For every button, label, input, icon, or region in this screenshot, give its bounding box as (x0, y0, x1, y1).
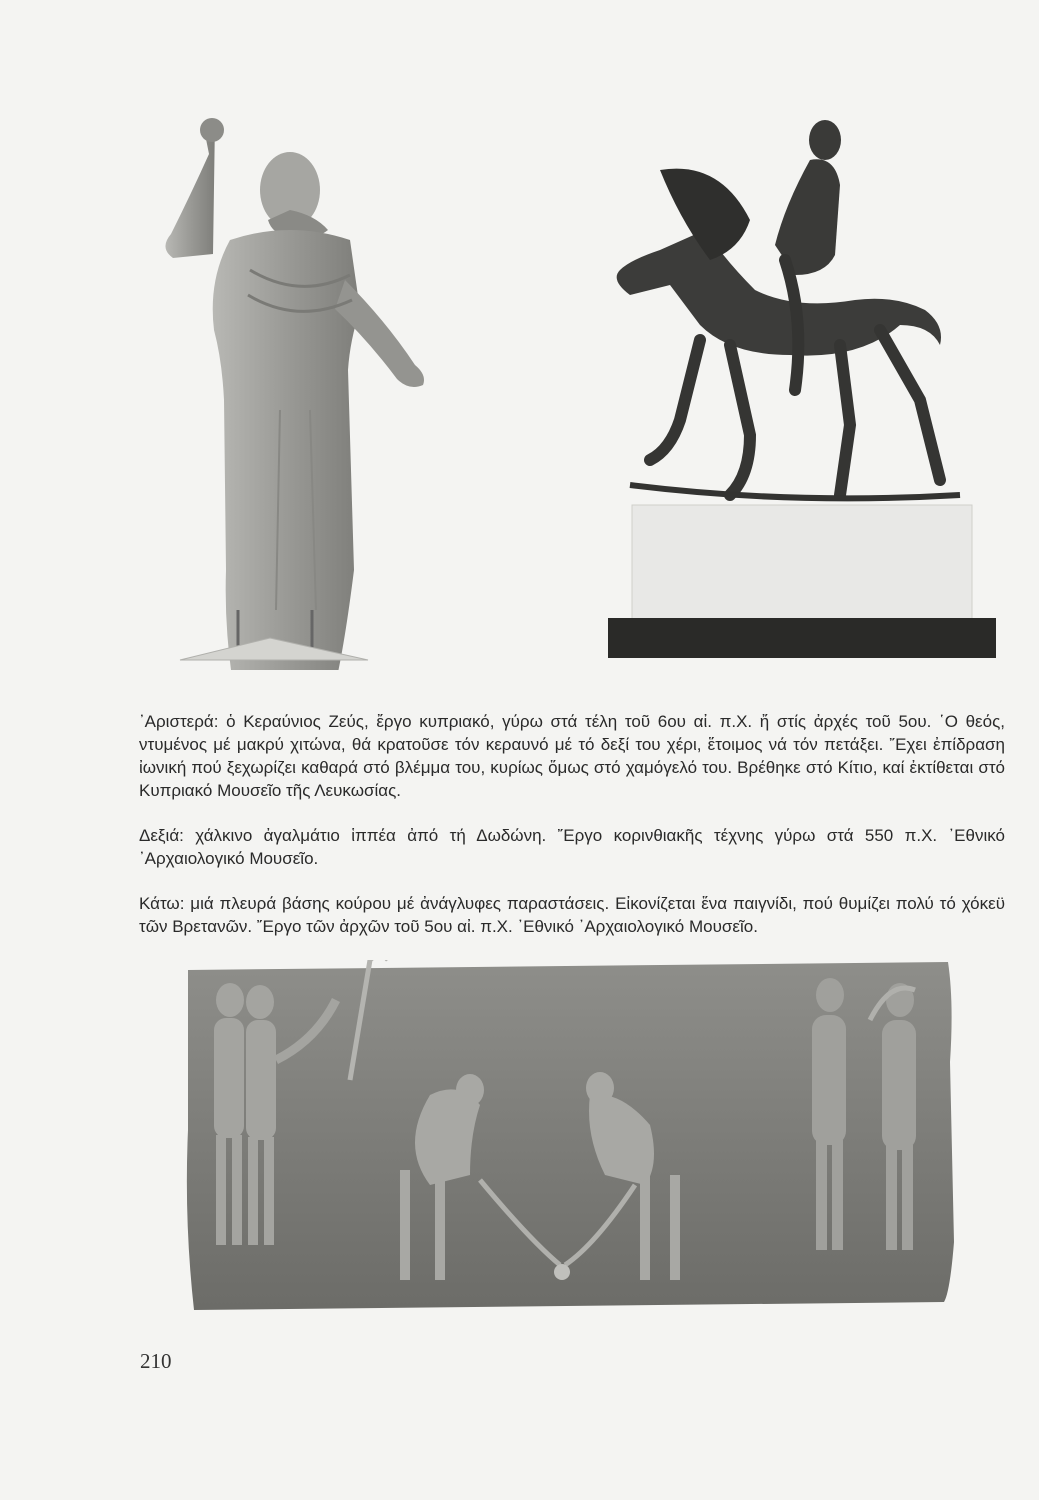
caption-right: Δεξιά: χάλκινο ἀγαλμάτιο ἱππέα ἀπό τή Δωδώνη. ῎Εργο κορινθιακῆς τέχνης γύρω στά 550 π.Χ. ᾿Εθνικό ᾿Αρχαιολογικό Μουσεῖο. (139, 826, 1005, 868)
chiton (213, 230, 360, 670)
bronze-horseman-photo (600, 110, 1000, 670)
pedestal-lower (608, 618, 996, 658)
rider-head (809, 120, 841, 160)
zeus-statue-image (140, 110, 440, 670)
bronze-horseman-image (600, 110, 1000, 670)
page-number: 210 (140, 1349, 172, 1373)
fist (200, 118, 224, 142)
caption-left: ᾿Αριστερά: ὁ Κεραύνιος Ζεύς, ἔργο κυπριακό, γύρω στά τέλη τοῦ 6ου αἰ. π.Χ. ἤ στίς ἀρχές τοῦ 5ου. ῾Ο θεός, ντυμένος μέ μακρύ χιτώνα, θά κρατοῦσε τόν κεραυνό μέ τό δεξί του χέρι, ἕτοιμος νά τόν πετάξει. ῎Εχει ἐπίδραση ἰωνική πού ξεχωρίζει καθαρά στό βλέμμα του, κυρίως ὅμως στό χαμόγελό του. Βρέθηκε στό Κίτιο, καί ἐκτίθεται στό Κυπριακό Μουσεῖο τῆς Λευκωσίας. (139, 712, 1005, 800)
zeus-statue-photo (140, 110, 440, 670)
relief-photo (180, 960, 955, 1310)
caption-bottom: Κάτω: μιά πλευρά βάσης κούρου μέ ἀνάγλυφες παραστάσεις. Εἰκονίζεται ἕνα παιγνίδι, πού θυμίζει πολύ τό χόκεϋ τῶν Βρετανῶν. ῎Εργο τῶν ἀρχῶν τοῦ 5ου αἰ. π.Χ. ᾿Εθνικό ᾿Αρχαιολογικό Μουσεῖο. (139, 894, 1005, 936)
pedestal-upper (632, 505, 972, 620)
captions (139, 710, 1005, 938)
relief-image (180, 960, 955, 1310)
